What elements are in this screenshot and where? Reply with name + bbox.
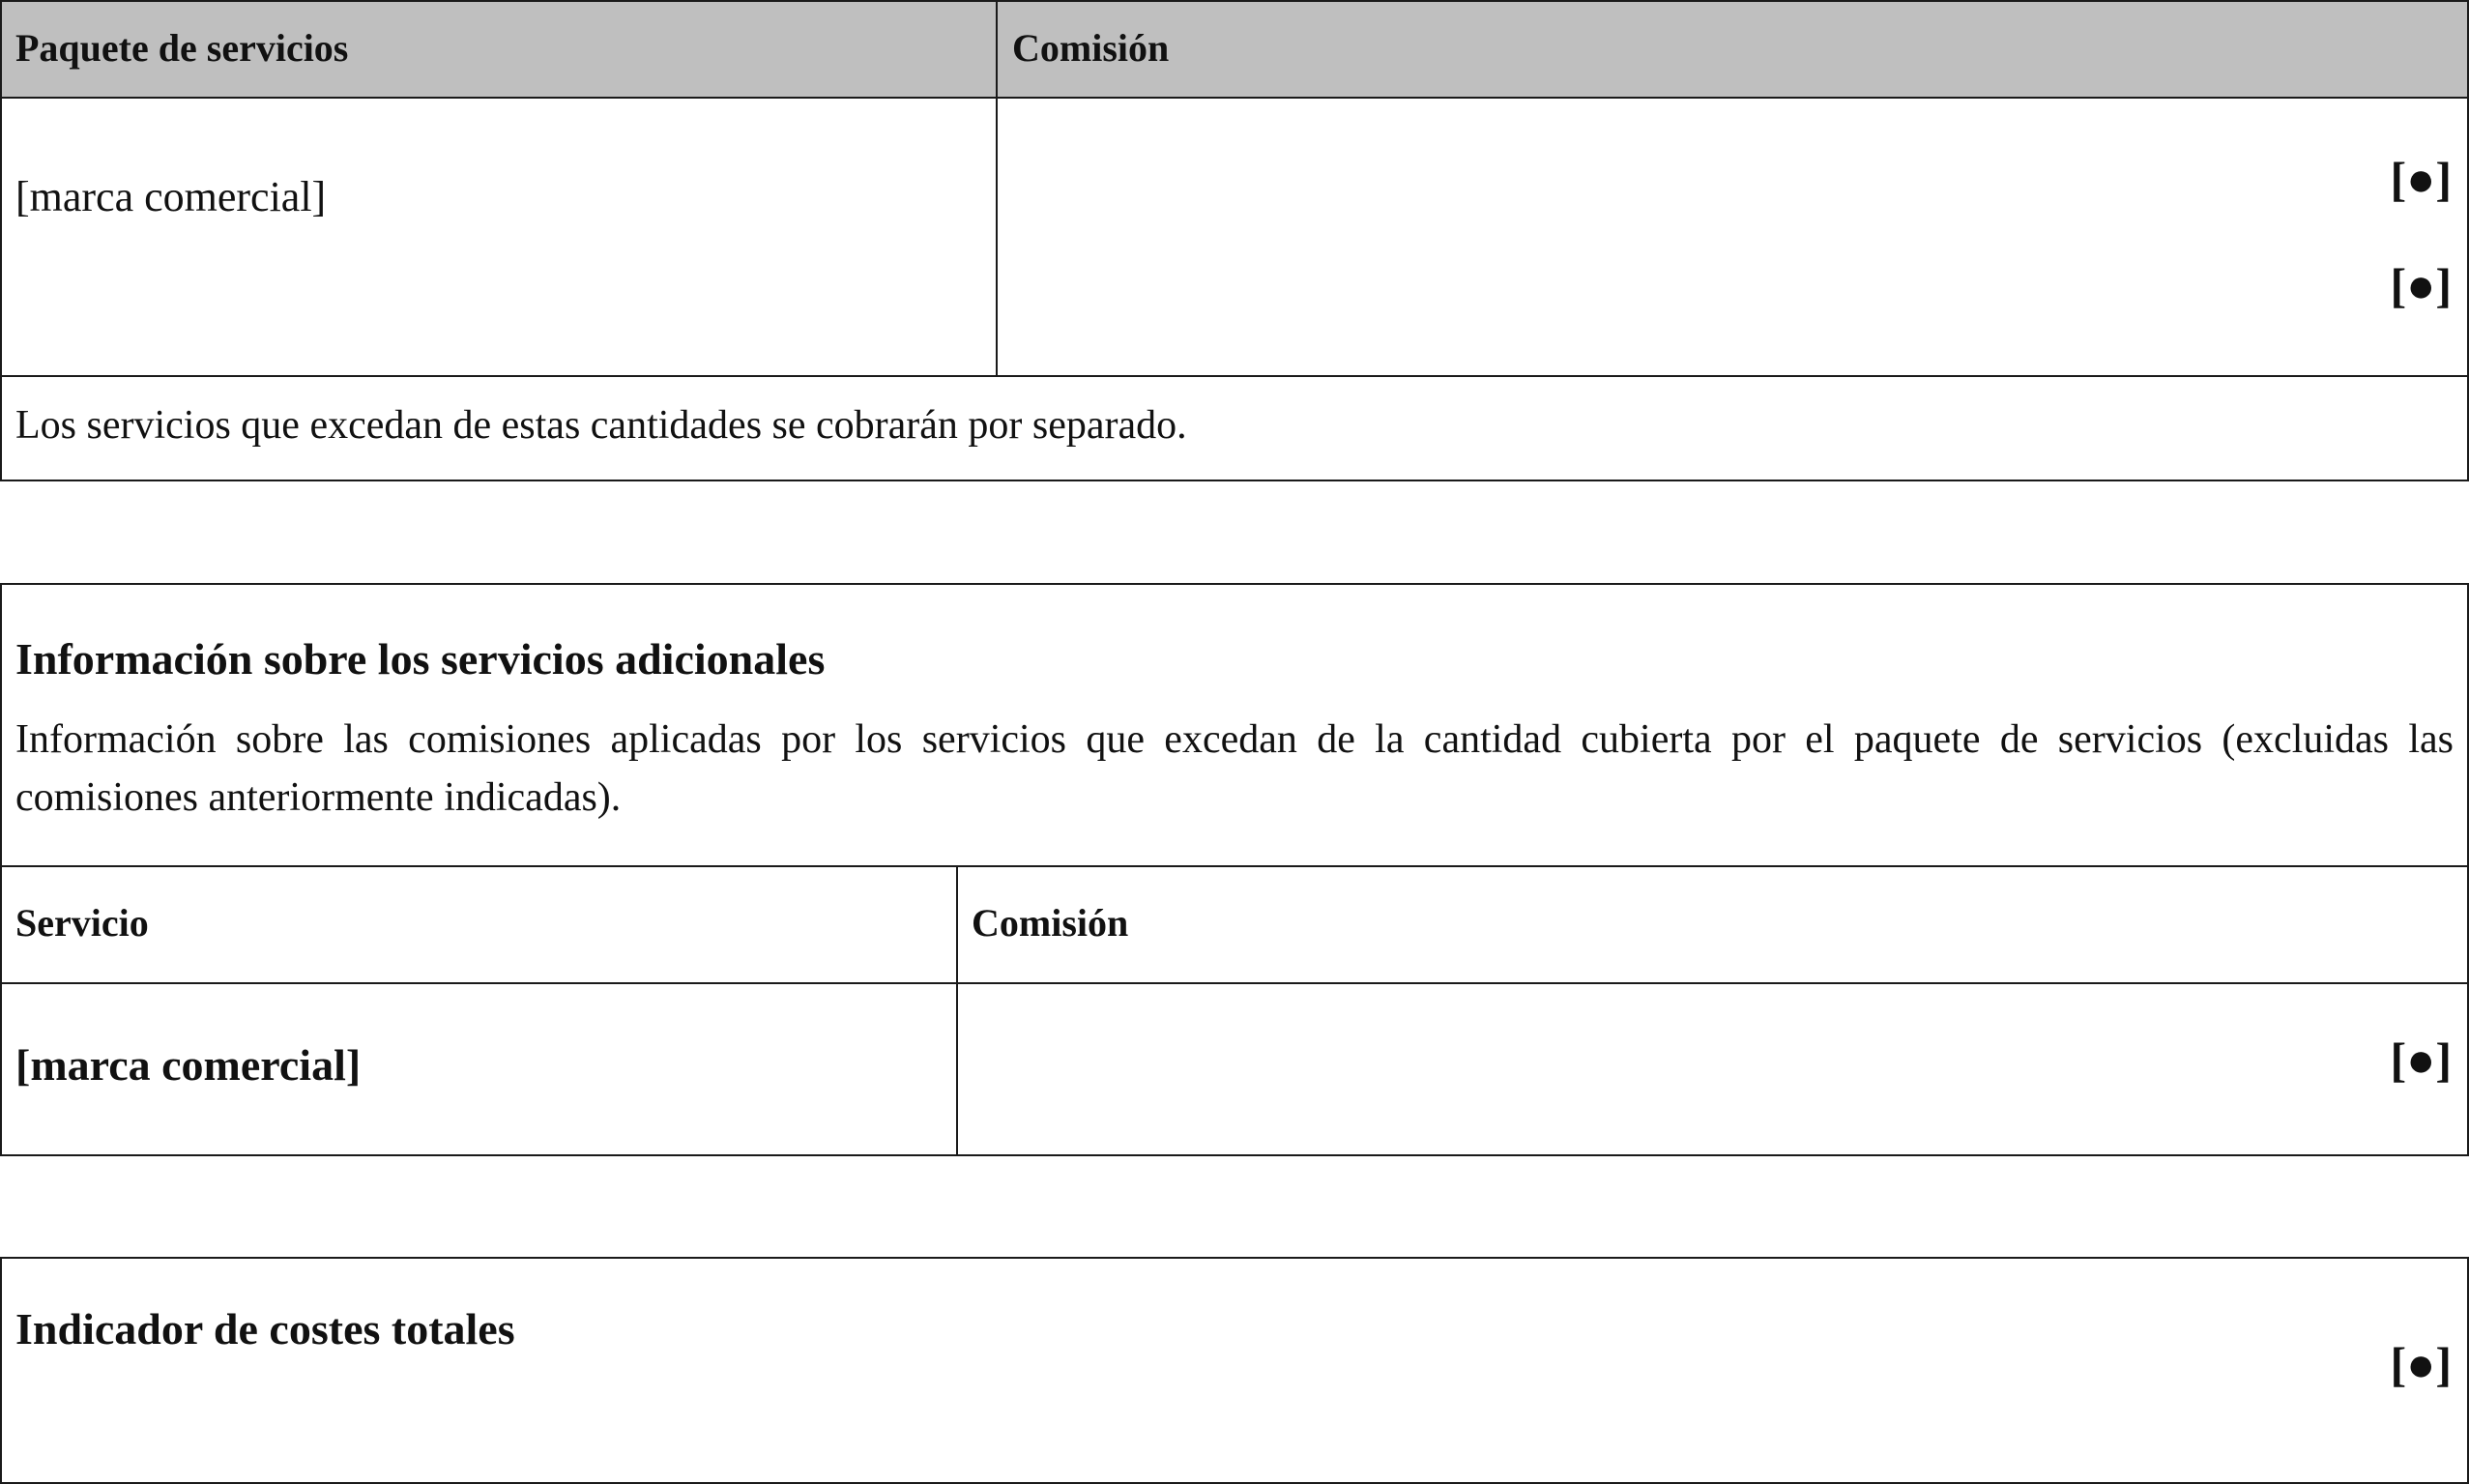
service-package-table [0, 0, 2469, 481]
table-header-row [2, 2, 2467, 99]
header-comision: Comisión [972, 901, 1129, 945]
commission-placeholder-1: [●] [2390, 152, 2452, 206]
divider [2, 375, 2467, 377]
header-paquete-de-servicios: Paquete de servicios [15, 26, 349, 70]
additional-services-section [0, 583, 2469, 1156]
total-cost-indicator-section [0, 1257, 2469, 1484]
section-title-additional-services: Información sobre los servicios adicionales [15, 634, 826, 684]
total-cost-placeholder: [●] [2390, 1337, 2452, 1391]
commission-placeholder: [●] [2390, 1033, 2452, 1087]
row-name-marca-comercial: [marca comercial] [15, 1040, 362, 1090]
column-divider [956, 867, 958, 1154]
table-row [2, 99, 2467, 377]
additional-services-description: Información sobre las comisiones aplicadas por los servicios que excedan de la cantidad cubierta por el paquete de servicios (excluidas las comisiones anteriormente indicadas). [15, 717, 2454, 820]
header-servicio: Servicio [15, 901, 149, 945]
divider [2, 982, 2467, 984]
commission-placeholder-2: [●] [2390, 258, 2452, 312]
separate-charge-note: Los servicios que excedan de estas cantidades se cobrarán por separado. [15, 403, 1187, 448]
row-name-marca-comercial: [marca comercial] [15, 173, 327, 220]
section-title-total-cost: Indicador de costes totales [15, 1304, 515, 1353]
header-comision: Comisión [1012, 26, 1170, 70]
divider [2, 865, 2467, 867]
